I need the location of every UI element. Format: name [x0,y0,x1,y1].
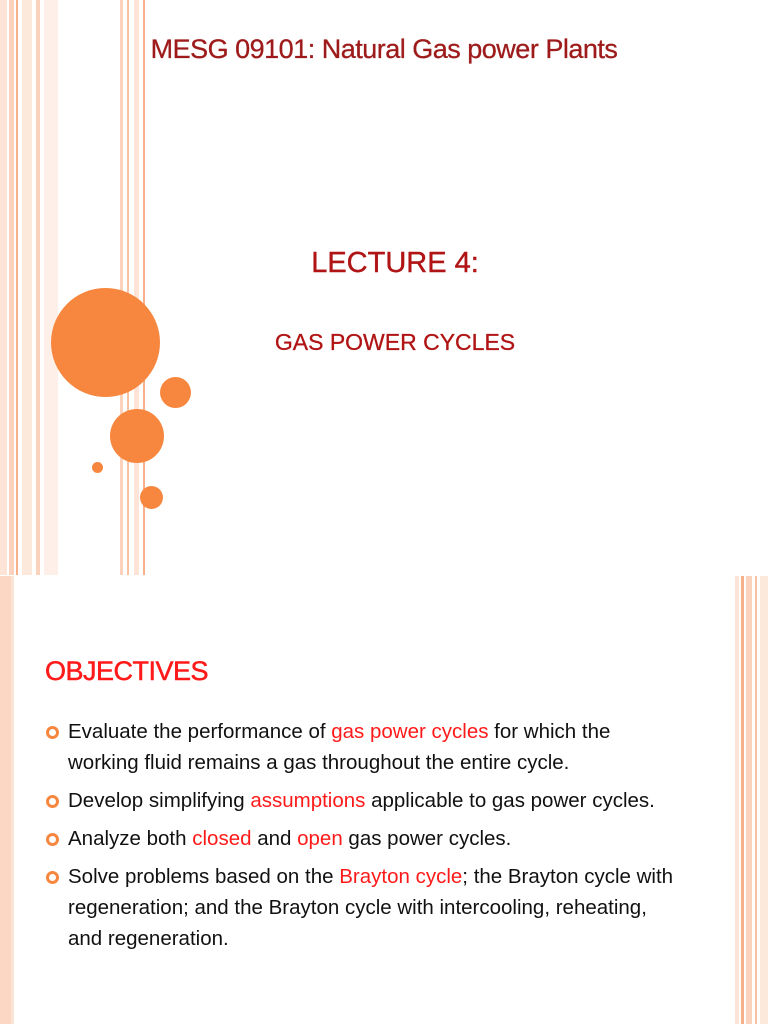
objectives-heading: OBJECTIVES [45,656,209,686]
decor-stripe [16,0,18,575]
circle-bullet-icon [46,795,59,808]
decor-circle-medium [110,409,164,463]
objectives-list [46,716,686,961]
decor-stripe [741,576,744,1024]
circle-bullet-icon [46,726,59,739]
highlight-term: Brayton cycle [339,865,463,888]
objectives-slide [0,576,768,1024]
highlight-term: closed [192,827,252,850]
circle-bullet-icon [46,871,59,884]
decor-stripe [22,0,32,575]
list-item: Evaluate the performance of gas power cycles for which the working fluid remains a gas throughout the entire cycle. [46,716,686,778]
list-item: Develop simplifying assumptions applicable to gas power cycles. [46,785,686,816]
decor-circle-small [160,377,191,408]
decor-stripe [0,0,7,575]
decor-circle-tiny [92,462,103,473]
decor-stripe [120,0,123,575]
decor-circle-small [140,486,163,509]
lecture-number: LECTURE 4: [311,247,479,279]
highlight-term: assumptions [250,789,366,812]
decor-stripe [127,0,129,575]
highlight-term: open [297,827,343,850]
decor-stripe [36,0,40,575]
decor-stripe [746,576,752,1024]
course-title: MESG 09101: Natural Gas power Plants [150,34,618,64]
list-item: Analyze both closed and open gas power cycles. [46,823,686,854]
decor-stripe [735,576,739,1024]
decor-stripe [134,0,139,575]
lecture-subtitle: GAS POWER CYCLES [274,329,516,355]
highlight-term: gas power cycles [331,720,489,743]
circle-bullet-icon [46,833,59,846]
decor-stripe [11,576,14,1024]
decor-stripe [9,0,14,575]
list-item: Solve problems based on the Brayton cycle; the Brayton cycle with regeneration; and the Brayton cycle with intercooling, reheating, and regeneration. [46,861,686,954]
decor-stripe [760,576,768,1024]
decor-stripe [44,0,58,575]
decor-stripe [755,576,757,1024]
decor-stripe [0,576,11,1024]
